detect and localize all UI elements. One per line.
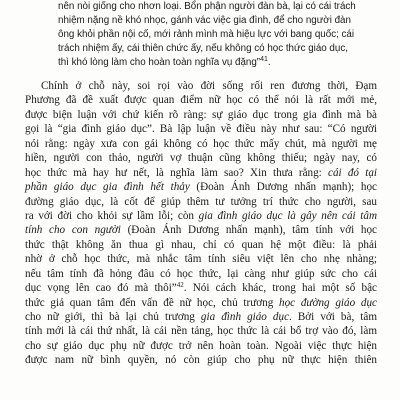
text-line: ra với đời cho khỏi sự lầm lỗi; còn gia đình giáo dục là gây nên cái tâm [25, 209, 377, 222]
text-line: Phương đã đề xuất được quan điểm nữ học có thể nói là rất mới mẻ, [25, 94, 377, 107]
quote-line: nên nòi giống cho nhơn loại. Bổn phận người đàn bà, lại có cái trách [58, 1, 356, 12]
text-line: gọi là “gia đình giáo dục”. Bà lập luận về điều này như sau: “Có người [25, 123, 377, 136]
body-text [25, 79, 377, 368]
quote-line: trách nhiệm ấy, cái thiên chức ấy, nếu không có học thức giáo dục, [58, 43, 348, 55]
quote-line: nhiệm nặng nề khó nhọc, gánh vác việc gia đình, để cho người đàn [58, 15, 351, 27]
text-line: nhờ ở chỗ học thức, mà nhắc tâm tính siêu việt lên cho nhẹ nhàng; [25, 253, 377, 266]
text-line: Chính ở chỗ này, soi rọi vào đời sống rối ren đương thời, Đạm [41, 80, 377, 92]
text-line: dục vọng lên cao đó mà thôi”$^{42}$. Nói cách khác, trong hai một số bậc [25, 281, 377, 295]
text-line: thức giả quan tâm đến vấn đề nữ học, chủ trương học đường giáo dục [25, 296, 377, 309]
text-line: được nam nữ bình quyền, nó còn giúp cho phụ nữ thực hiện thiên [25, 354, 377, 367]
text-line: tính cho con người (Đoàn Ánh Dương nhấn mạnh), tâm tính với học [25, 224, 377, 237]
text-line: cho sự giáo dục phụ nữ được trở nên hoàn toàn. Ngoài việc thực hiện [25, 339, 377, 352]
emphasis: cái đó tại [328, 166, 377, 179]
footnote-ref: 41 [260, 56, 268, 64]
text-line: được biện luận với chứ kiến rõ ràng: sự giáo dục trong gia đình mà bà [25, 108, 377, 121]
footnote-ref: 42 [176, 281, 184, 290]
emphasis: gia đình giáo dục [200, 311, 290, 323]
text-line: đường giáo dục, là cốt để giúp thêm tư tưởng trí thức cho người, sau [25, 195, 377, 208]
text-line: hiền, người con thảo, người vợ thuận cũng không thiếu; ngày nay, có [25, 152, 377, 165]
text-line: nếu tâm tính đã hỏng đâu có học thức, lại càng như giúp sức cho cái [25, 267, 377, 280]
text-line: cho nữ giới, thì bà lại chủ trương gia đình giáo dục. Bởi với bà, tâm [25, 311, 377, 323]
text-line: học thức mà hay hư nết, là nghĩa làm sao? Xin thưa rằng: cái đó tại [25, 166, 377, 179]
text-line: nói rằng: ngày xưa con gái không có học thức mấy chút, mà người mẹ [25, 137, 377, 150]
quote-line: ông khỏi phần nội cố, mới rảnh mình mà hiệu lực với bang quốc; cái [58, 29, 355, 41]
emphasis: học đường giáo dục [279, 296, 377, 309]
block-quote [58, 0, 376, 70]
emphasis: phần giáo dục gia đình hết thảy [25, 181, 190, 194]
text-line: thức thật không ăn thua gì nhau, chỉ có quan hệ một điều: là phải [25, 238, 377, 251]
text-line: phần giáo dục gia đình hết thảy (Đoàn Ánh Dương nhấn mạnh); học [25, 181, 377, 194]
emphasis: gia đình giáo dục là gây nên cái tâm [198, 209, 377, 222]
text-line: tính mới là cái thứ nhất, là cái nền tảng, học thức là cái bổ trợ vào đó, làm [25, 325, 377, 338]
quote-line: thì khó lòng làm cho hoàn toàn nghĩa vụ đặng”$^{41}$. [58, 56, 271, 69]
emphasis: tính cho con người [25, 224, 121, 237]
